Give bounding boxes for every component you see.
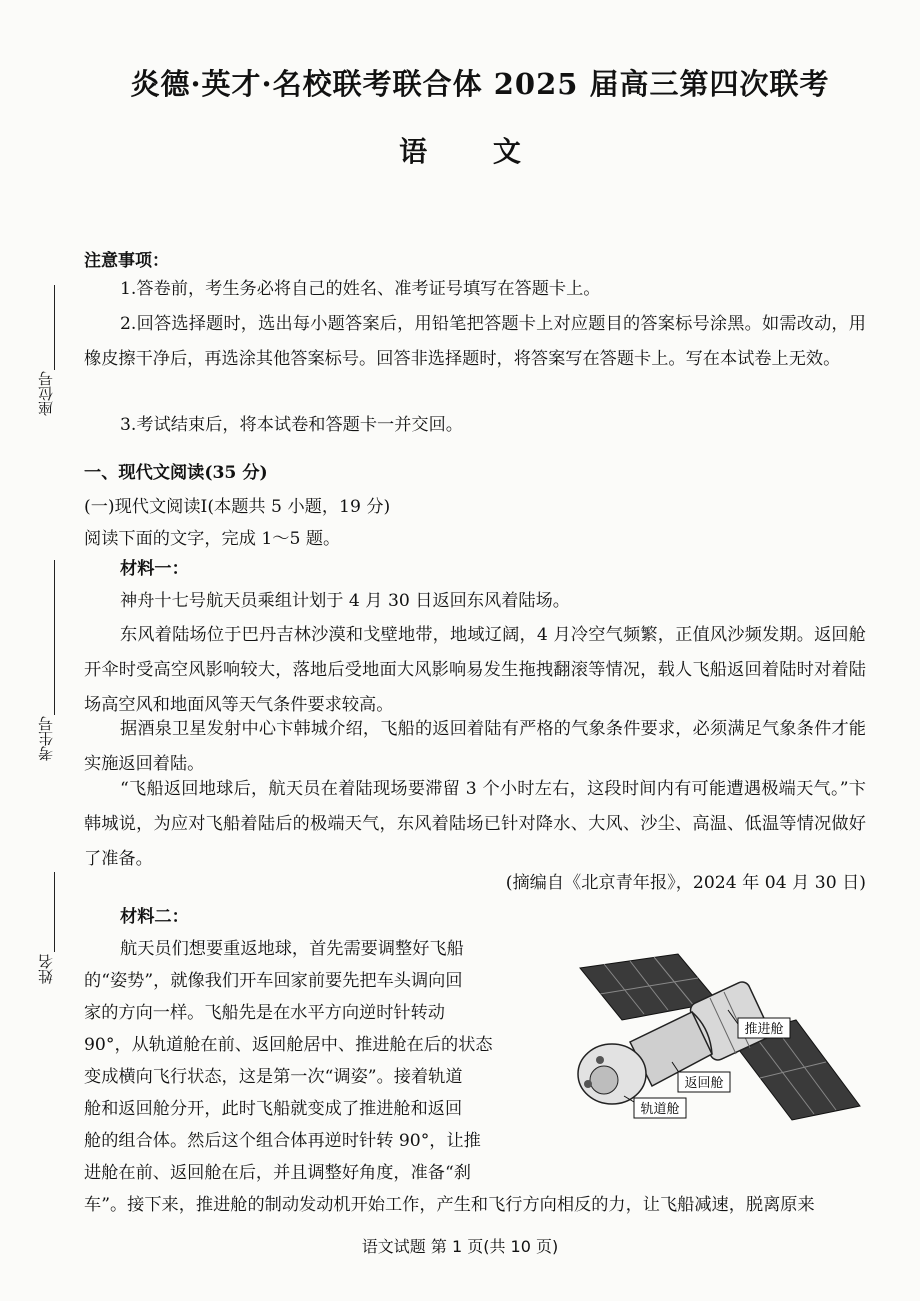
sub-title: (一)现代文阅读Ⅰ(本题共 5 小题，19 分) bbox=[84, 497, 391, 517]
material-two-line: 的“姿势”，就像我们开车回家前要先把车头调向回 bbox=[84, 971, 463, 991]
exam-number-field[interactable] bbox=[30, 560, 70, 775]
label-propulsion-text: 推进舱 bbox=[744, 1022, 784, 1037]
name-field[interactable] bbox=[30, 872, 70, 992]
label-orbital bbox=[624, 1096, 686, 1118]
spacecraft-figure bbox=[560, 950, 878, 1122]
material-two-line: 车”。接下来，推进舱的制动发动机开始工作，产生和飞行方向相反的力，让飞船减速，脱离原来 bbox=[84, 1195, 815, 1215]
notice-item: 1.答卷前，考生务必将自己的姓名、准考证号填写在答题卡上。 bbox=[120, 279, 601, 299]
seat-number-field[interactable] bbox=[30, 285, 70, 425]
material-one-paragraph: 神舟十七号航天员乘组计划于 4 月 30 日返回东风着陆场。 bbox=[120, 591, 570, 611]
notice-item: 3.考试结束后，将本试卷和答题卡一并交回。 bbox=[120, 415, 463, 435]
label-reentry-text: 返回舱 bbox=[684, 1076, 724, 1091]
orbital-module bbox=[578, 1044, 646, 1104]
material-two-line: 舱的组合体。然后这个组合体再逆时针转 90°，让推 bbox=[84, 1131, 481, 1151]
material-two-line: 舱和返回舱分开，此时飞船就变成了推进舱和返回 bbox=[84, 1099, 463, 1119]
name-label: 姓名 bbox=[37, 954, 55, 984]
subject-title: 语 文 bbox=[399, 135, 549, 168]
name-line bbox=[54, 872, 55, 952]
material-one-paragraph: “飞船返回地球后，航天员在着陆现场要滞留 3 个小时左右，这段时间内有可能遭遇极端天气。”卞韩城说，为应对飞船着陆后的极端天气，东风着陆场已针对降水、大风、沙尘、高温、低温等情况做好了准备。 bbox=[84, 779, 866, 869]
exam-title: 炎德·英才·名校联考联合体 2025 届高三第四次联考 bbox=[130, 67, 830, 101]
material-two-line: 家的方向一样。飞船先是在水平方向逆时针转动 bbox=[84, 1003, 445, 1023]
instruction: 阅读下面的文字，完成 1～5 题。 bbox=[84, 529, 341, 549]
label-orbital-text: 轨道舱 bbox=[640, 1102, 680, 1117]
spacecraft-illustration bbox=[560, 950, 878, 1122]
notice-heading: 注意事项： bbox=[84, 251, 169, 271]
exam-number-line bbox=[54, 560, 55, 715]
notice-item: 2.回答选择题时，选出每小题答案后，用铅笔把答题卡上对应题目的答案标号涂黑。如需改动，用橡皮擦干净后，再选涂其他答案标号。回答非选择题时，将答案写在答题卡上。写在本试卷上无效。 bbox=[84, 314, 866, 369]
page-footer: 语文试题 第 1 页(共 10 页) bbox=[361, 1237, 559, 1256]
material-two-line: 航天员们想要重返地球，首先需要调整好飞船 bbox=[120, 939, 464, 959]
material-one-source: (摘编自《北京青年报》，2024 年 04 月 30 日) bbox=[505, 873, 866, 893]
material-two-label: 材料二： bbox=[120, 907, 189, 927]
part-title: 一、现代文阅读(35 分) bbox=[84, 463, 268, 483]
material-one-paragraph: 东风着陆场位于巴丹吉林沙漠和戈壁地带，地域辽阔，4 月冷空气频繁，正值风沙频发期。返回舱开伞时受高空风影响较大，落地后受地面大风影响易发生拖拽翻滚等情况，载人飞船返回着陆时对着陆场高空风和地面风等天气条件要求较高。 bbox=[84, 625, 866, 715]
material-two-line: 90°，从轨道舱在前、返回舱居中、推进舱在后的状态 bbox=[84, 1035, 493, 1055]
material-two-line: 进舱在前、返回舱在后，并且调整好角度，准备“刹 bbox=[84, 1163, 471, 1183]
seat-number-line bbox=[54, 285, 55, 370]
exam-number-label: 考生号 bbox=[37, 716, 55, 761]
seat-number-label: 座位号 bbox=[37, 371, 55, 416]
material-one-label: 材料一： bbox=[120, 559, 189, 579]
material-two-line: 变成横向飞行状态，这是第一次“调姿”。接着轨道 bbox=[84, 1067, 463, 1087]
material-one-paragraph: 据酒泉卫星发射中心卞韩城介绍，飞船的返回着陆有严格的气象条件要求，必须满足气象条件才能实施返回着陆。 bbox=[84, 719, 866, 774]
